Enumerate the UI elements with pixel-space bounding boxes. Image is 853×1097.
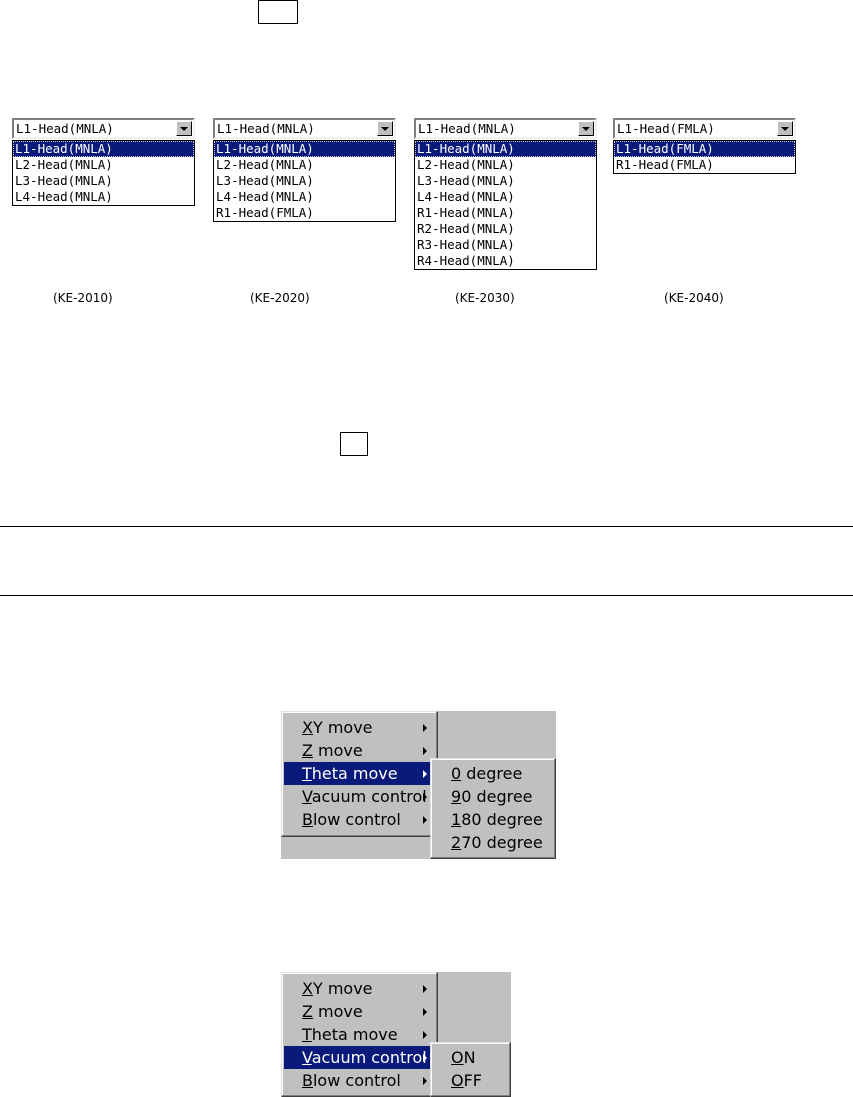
empty-box-middle	[340, 432, 368, 456]
accelerator-key: Z	[302, 741, 313, 760]
menu-item-label: 70 degree	[461, 833, 543, 852]
menu-item-label: move	[312, 741, 363, 760]
head-select-list	[414, 140, 597, 270]
menu-item-theta-move[interactable]	[284, 762, 434, 785]
list-item[interactable]: R2-Head(MNLA)	[417, 221, 515, 236]
head-select-value: L1-Head(MNLA)	[16, 121, 114, 136]
menu-item-vacuum-control[interactable]	[284, 1046, 434, 1069]
submenu-arrow-icon	[423, 985, 427, 993]
menu-item-label: FF	[463, 1071, 482, 1090]
list-item[interactable]: L1-Head(MNLA)	[415, 141, 596, 157]
empty-box-top	[258, 0, 298, 24]
head-select-value: L1-Head(FMLA)	[617, 121, 715, 136]
divider-line-upper	[0, 526, 853, 527]
menu-item-off[interactable]	[433, 1069, 508, 1092]
head-select-list	[12, 140, 195, 206]
head-select-list	[213, 140, 396, 222]
menu-item-theta-move[interactable]	[284, 1023, 434, 1046]
submenu-arrow-icon	[423, 770, 427, 778]
menu-item-label: Y move	[312, 718, 373, 737]
menu-item-label: low control	[312, 1071, 401, 1090]
submenu-arrow-icon	[423, 1077, 427, 1085]
menu-item-0-degree[interactable]	[433, 762, 553, 785]
accelerator-key: O	[451, 1071, 464, 1090]
context-menu-2	[281, 972, 438, 1097]
menu-item-blow-control[interactable]	[284, 808, 434, 831]
list-item[interactable]: L4-Head(MNLA)	[417, 189, 515, 204]
chevron-down-icon	[180, 127, 188, 131]
accelerator-key: X	[302, 718, 313, 737]
list-item[interactable]: L3-Head(MNLA)	[216, 173, 314, 188]
head-select-field[interactable]	[213, 118, 396, 139]
accelerator-key: T	[302, 764, 312, 783]
accelerator-key: 1	[451, 810, 462, 829]
list-item[interactable]: L3-Head(MNLA)	[417, 173, 515, 188]
menu-item-label: acuum control	[311, 1048, 427, 1067]
list-item[interactable]: L2-Head(MNLA)	[216, 157, 314, 172]
head-select-ke2030[interactable]	[414, 118, 597, 278]
menu-item-on[interactable]	[433, 1046, 508, 1069]
accelerator-key: V	[302, 1048, 312, 1067]
accelerator-key: T	[302, 1025, 312, 1044]
menu-item-270-degree[interactable]	[433, 831, 553, 854]
menu-item-label: Y move	[312, 979, 373, 998]
list-item[interactable]: R1-Head(MNLA)	[417, 205, 515, 220]
submenu-arrow-icon	[423, 1054, 427, 1062]
submenu-arrow-icon	[423, 747, 427, 755]
list-item[interactable]: L1-Head(FMLA)	[614, 141, 795, 157]
menu-item-label: degree	[461, 764, 523, 783]
menu-item-blow-control[interactable]	[284, 1069, 434, 1092]
model-caption-ke2030: (KE-2030)	[455, 291, 515, 305]
menu-item-label: heta move	[311, 764, 398, 783]
menu-item-label: N	[463, 1048, 476, 1067]
head-select-field[interactable]	[613, 118, 796, 139]
accelerator-key: X	[302, 979, 313, 998]
menu-item-z-move[interactable]	[284, 1000, 434, 1023]
chevron-down-icon	[781, 127, 789, 131]
list-item[interactable]: L2-Head(MNLA)	[15, 157, 113, 172]
model-caption-ke2010: (KE-2010)	[53, 291, 113, 305]
accelerator-key: B	[302, 810, 313, 829]
head-select-field[interactable]	[12, 118, 195, 139]
list-item[interactable]: R4-Head(MNLA)	[417, 253, 515, 268]
chevron-down-icon	[381, 127, 389, 131]
submenu-theta	[430, 758, 556, 859]
accelerator-key: 2	[451, 833, 462, 852]
list-item[interactable]: L1-Head(MNLA)	[13, 141, 194, 157]
menu-item-label: heta move	[311, 1025, 398, 1044]
menu-item-label: 0 degree	[461, 787, 533, 806]
menu-item-xy-move[interactable]	[284, 716, 434, 739]
dropdown-arrow-button[interactable]	[777, 121, 793, 136]
menu-item-label: move	[312, 1002, 363, 1021]
head-select-value: L1-Head(MNLA)	[418, 121, 516, 136]
model-caption-ke2020: (KE-2020)	[250, 291, 310, 305]
list-item[interactable]: L3-Head(MNLA)	[15, 173, 113, 188]
accelerator-key: Z	[302, 1002, 313, 1021]
menu-item-xy-move[interactable]	[284, 977, 434, 1000]
model-caption-ke2040: (KE-2040)	[664, 291, 724, 305]
accelerator-key: 9	[451, 787, 462, 806]
head-select-ke2040[interactable]	[613, 118, 796, 180]
menu-item-label: 80 degree	[461, 810, 543, 829]
submenu-arrow-icon	[423, 724, 427, 732]
dropdown-arrow-button[interactable]	[377, 121, 393, 136]
submenu-vacuum	[430, 1042, 511, 1097]
head-select-ke2010[interactable]	[12, 118, 195, 210]
dropdown-arrow-button[interactable]	[578, 121, 594, 136]
submenu-arrow-icon	[423, 1008, 427, 1016]
menu-item-vacuum-control[interactable]	[284, 785, 434, 808]
accelerator-key: 0	[451, 764, 462, 783]
submenu-arrow-icon	[423, 1031, 427, 1039]
menu-item-180-degree[interactable]	[433, 808, 553, 831]
head-select-list	[613, 140, 796, 174]
chevron-down-icon	[582, 127, 590, 131]
context-menu-1	[281, 711, 438, 837]
menu-item-label: low control	[312, 810, 401, 829]
head-select-value: L1-Head(MNLA)	[217, 121, 315, 136]
list-item[interactable]: L4-Head(MNLA)	[216, 189, 314, 204]
list-item[interactable]: L4-Head(MNLA)	[15, 189, 113, 204]
divider-line-lower	[0, 595, 853, 596]
head-select-ke2020[interactable]	[213, 118, 396, 228]
accelerator-key: V	[302, 787, 312, 806]
accelerator-key: B	[302, 1071, 313, 1090]
submenu-arrow-icon	[423, 793, 427, 801]
menu-item-90-degree[interactable]	[433, 785, 553, 808]
list-item[interactable]: L1-Head(MNLA)	[214, 141, 395, 157]
dropdown-arrow-button[interactable]	[176, 121, 192, 136]
menu-item-label: acuum control	[311, 787, 427, 806]
list-item[interactable]: R1-Head(FMLA)	[216, 205, 314, 220]
list-item[interactable]: L2-Head(MNLA)	[417, 157, 515, 172]
submenu-arrow-icon	[423, 816, 427, 824]
head-select-field[interactable]	[414, 118, 597, 139]
accelerator-key: O	[451, 1048, 464, 1067]
list-item[interactable]: R1-Head(FMLA)	[616, 157, 714, 172]
list-item[interactable]: R3-Head(MNLA)	[417, 237, 515, 252]
menu-item-z-move[interactable]	[284, 739, 434, 762]
